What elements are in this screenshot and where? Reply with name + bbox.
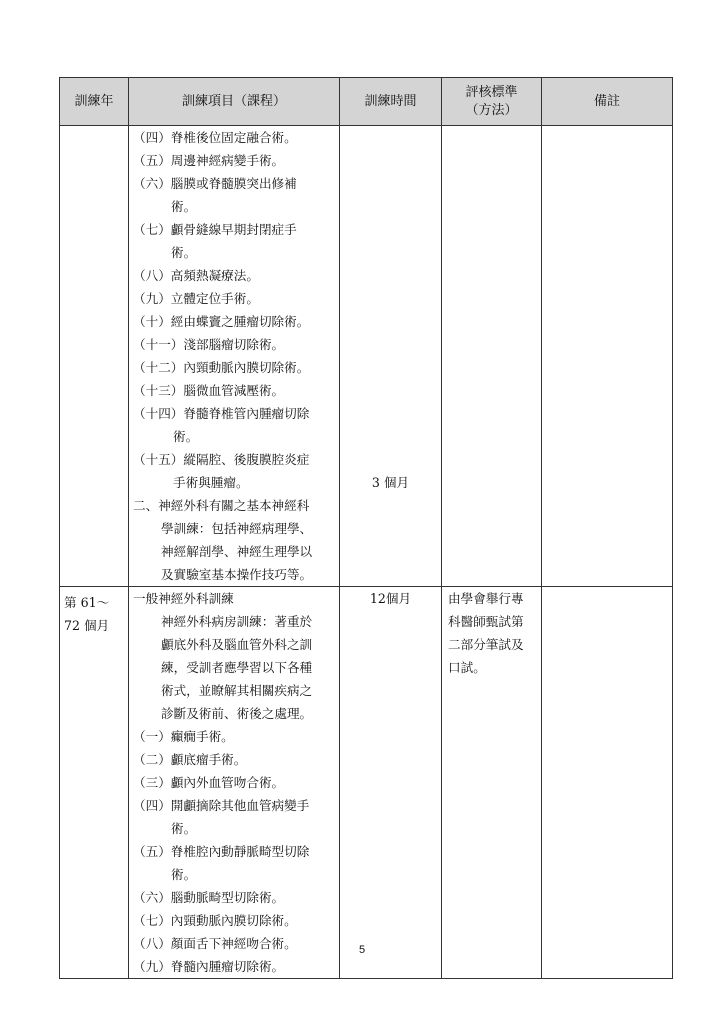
table-row	[60, 126, 673, 587]
year-cell	[60, 587, 129, 979]
eval-text: 由學會舉行專科醫師甄試第二部分筆試及口試。	[448, 591, 524, 675]
list-item: （二）顱底瘤手術。	[133, 752, 247, 767]
header-evaluation-line2: （方法）	[465, 102, 518, 118]
list-item: （三）顱內外血管吻合術。	[133, 775, 285, 790]
header-remarks: 備註	[542, 78, 673, 126]
list-item: 術。	[171, 199, 197, 214]
list-item: 顱底外科及腦血管外科之訓	[161, 637, 313, 652]
list-item: （十）經由蝶竇之腫瘤切除術。	[133, 314, 310, 329]
list-item: （十四）脊髓脊椎管內腫瘤切除	[133, 406, 310, 421]
list-item: （六）腦膜或脊髓膜突出修補	[133, 176, 297, 191]
list-item: （十三）腦微血管減壓術。	[133, 383, 285, 398]
list-item: （四）開顱摘除其他血管病變手	[133, 798, 310, 813]
list-item: （十二）內頸動脈內膜切除術。	[133, 360, 310, 375]
list-item: 神經外科病房訓練：著重於	[161, 614, 313, 629]
list-item: 術。	[171, 821, 197, 836]
list-item: （四）脊椎後位固定融合術。	[133, 130, 297, 145]
list-item: （五）周邊神經病變手術。	[133, 153, 285, 168]
time-cell	[340, 126, 442, 587]
header-row	[60, 78, 673, 126]
year-cell	[60, 126, 129, 587]
time-cell	[340, 587, 442, 979]
list-item: 術。	[171, 245, 197, 260]
year-text	[64, 126, 124, 130]
list-item: （七）顱骨縫線早期封閉症手	[133, 222, 297, 237]
list-item: （十一）淺部腦瘤切除術。	[133, 337, 285, 352]
list-item: （八）顏面舌下神經吻合術。	[133, 936, 297, 951]
items-list	[133, 587, 335, 978]
list-item: 術。	[173, 429, 199, 444]
list-item: 手術與腫瘤。	[173, 475, 249, 490]
list-item: 學訓練：包括神經病理學、	[161, 521, 313, 536]
header-training-items: 訓練項目（課程）	[129, 78, 340, 126]
page-number: 5	[358, 944, 366, 956]
list-item: （六）腦動脈畸型切除術。	[133, 890, 285, 905]
year-text: 第 61～72 個月	[64, 595, 110, 633]
header-evaluation-line1: 評核標準	[465, 84, 518, 100]
list-item: 神經解剖學、神經生理學以	[161, 544, 313, 559]
items-cell	[129, 126, 340, 587]
list-item: （八）高頻熱凝療法。	[133, 268, 259, 283]
items-cell	[129, 587, 340, 979]
header-evaluation	[442, 78, 542, 126]
list-item: （十五）縱隔腔、後腹膜腔炎症	[133, 452, 310, 467]
list-item: 練，受訓者應學習以下各種	[161, 660, 313, 675]
list-item: 術式，並瞭解其相關疾病之	[161, 683, 313, 698]
table-row	[60, 587, 673, 979]
remarks-cell	[542, 126, 673, 587]
header-training-year: 訓練年	[60, 78, 129, 126]
list-item: 一般神經外科訓練	[133, 591, 234, 606]
list-item: （九）脊髓內腫瘤切除術。	[133, 959, 285, 974]
list-item: 二、神經外科有關之基本神經科	[133, 498, 310, 513]
list-item: 診斷及術前、術後之處理。	[161, 706, 313, 721]
remarks-cell	[542, 587, 673, 979]
training-table	[59, 77, 673, 979]
time-text: 3 個月	[371, 475, 410, 490]
list-item: 術。	[171, 867, 197, 882]
list-item: （七）內頸動脈內膜切除術。	[133, 913, 297, 928]
header-training-time: 訓練時間	[340, 78, 442, 126]
list-item: （五）脊椎腔內動靜脈畸型切除	[133, 844, 310, 859]
time-text: 12個月	[369, 591, 412, 606]
eval-cell	[442, 126, 542, 587]
list-item: （九）立體定位手術。	[133, 291, 259, 306]
eval-cell	[442, 587, 542, 979]
items-list	[133, 126, 335, 586]
list-item: 及實驗室基本操作技巧等。	[161, 567, 313, 582]
list-item: （一）癲癇手術。	[133, 729, 234, 744]
